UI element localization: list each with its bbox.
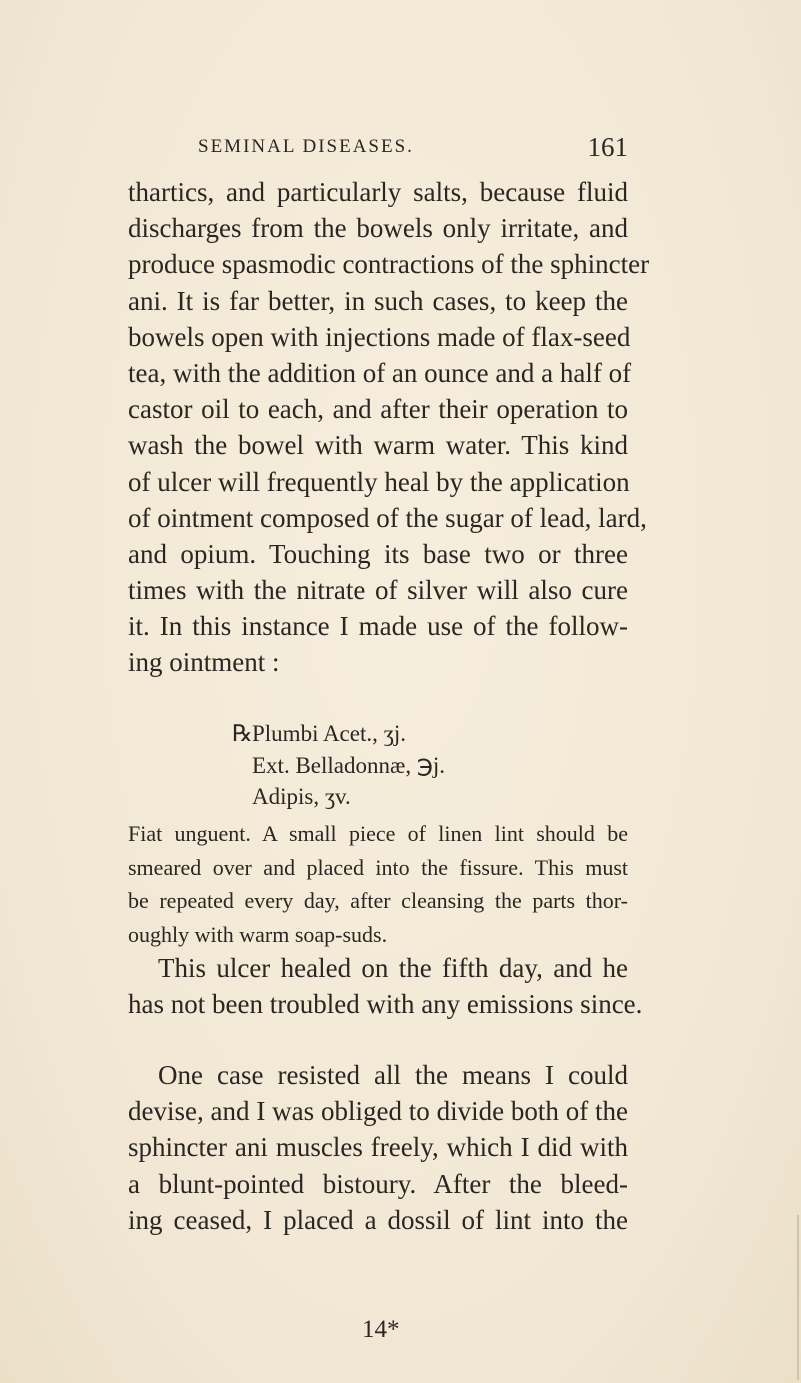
text-line: ing ceased, I placed a dossil of lint into the bbox=[128, 1204, 628, 1235]
text-line: One case resisted all the means I could bbox=[158, 1060, 628, 1090]
text-line: be repeated every day, after cleansing the parts thor- bbox=[128, 888, 628, 913]
text-line: discharges from the bowels only irritate, and bbox=[128, 213, 628, 244]
running-head: SEMINAL DISEASES. bbox=[198, 136, 414, 157]
text-line: Fiat unguent. A small piece of linen lint should be bbox=[128, 821, 628, 846]
text-line: has not been troubled with any emissions since. bbox=[128, 989, 643, 1020]
text-line: and opium. Touching its base two or three bbox=[128, 538, 628, 569]
page-number: 161 bbox=[587, 132, 628, 162]
prescription bbox=[232, 718, 446, 813]
text-line: bowels open with injections made of flax-seed bbox=[128, 321, 631, 352]
signature-mark: 14* bbox=[362, 1316, 400, 1343]
text-line: of ointment composed of the sugar of lead, lard, bbox=[128, 502, 647, 533]
text-line: it. In this instance I made use of the follow- bbox=[128, 611, 628, 642]
paragraph-1 bbox=[128, 174, 650, 681]
text-line: a blunt-pointed bistoury. After the bleed- bbox=[128, 1168, 628, 1199]
paragraph-2 bbox=[128, 950, 643, 1022]
paragraph-3 bbox=[128, 1057, 628, 1238]
text-line: of ulcer will frequently heal by the application bbox=[128, 466, 630, 497]
rx-symbol: ℞ bbox=[232, 721, 253, 746]
text-line: sphincter ani muscles freely, which I did with bbox=[128, 1132, 628, 1163]
text-line: times with the nitrate of silver will also cure bbox=[128, 575, 628, 606]
text-line: This ulcer healed on the fifth day, and he bbox=[158, 953, 628, 983]
text-line: tea, with the addition of an ounce and a half of bbox=[128, 357, 632, 388]
text-line: wash the bowel with warm water. This kind bbox=[128, 430, 628, 461]
text-line: ani. It is far better, in such cases, to keep the bbox=[128, 285, 628, 316]
page-header bbox=[198, 132, 628, 168]
text-line: oughly with warm soap-suds. bbox=[128, 921, 388, 947]
text-line: smeared over and placed into the fissure. This must bbox=[128, 854, 628, 880]
text-line: castor oil to each, and after their operation to bbox=[128, 394, 628, 425]
prescription-instructions bbox=[128, 817, 628, 951]
text-line: thartics, and particularly salts, because fluid bbox=[128, 177, 628, 207]
page-edge bbox=[797, 1215, 799, 1380]
prescription-item: Plumbi Acet., ʒj. bbox=[252, 721, 406, 746]
text-line: produce spasmodic contractions of the sphincter bbox=[128, 249, 650, 280]
prescription-item: Adipis, ʒv. bbox=[252, 784, 351, 809]
text-line: devise, and I was obliged to divide both of the bbox=[128, 1096, 628, 1127]
text-line: ing ointment : bbox=[128, 647, 280, 678]
prescription-item: Ext. Belladonnæ, ℈j. bbox=[252, 752, 446, 778]
